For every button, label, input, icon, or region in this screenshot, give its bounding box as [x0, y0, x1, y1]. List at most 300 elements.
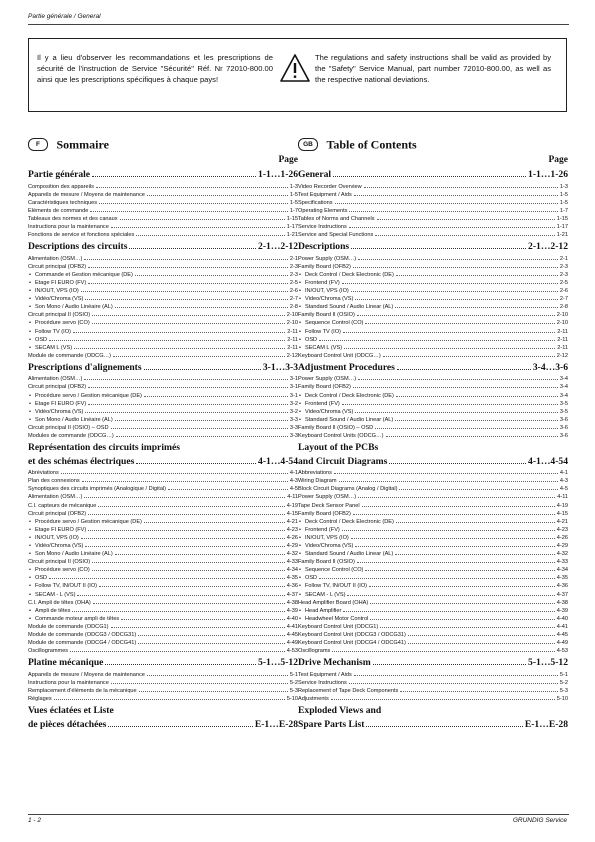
toc-entry-label: • Vidéo/Chroma (VS) [28, 408, 83, 416]
toc-entry-label: • Etage FI EURO (FV) [28, 400, 86, 408]
lang-badge-fr: F [28, 138, 48, 151]
dot-leader [139, 691, 288, 692]
toc-entry-page: 4-40 [286, 615, 298, 622]
toc-entry-page: 4-1 [289, 470, 298, 477]
section-title [298, 719, 568, 731]
section-title [298, 241, 568, 253]
toc-entry-label: Circuit principal (OFB2) [28, 510, 87, 517]
toc-entry-label: Tables of Norms and Channels [298, 215, 375, 222]
dot-leader [136, 463, 256, 464]
dot-leader [49, 578, 285, 579]
toc-entry [298, 542, 568, 550]
toc-entry-page: 1-21 [556, 232, 568, 239]
toc-entry [28, 432, 298, 440]
toc-entry-page: 2-11 [557, 336, 568, 343]
dot-leader [370, 619, 554, 620]
toc-entry-label: Family Board (OFB2) [298, 384, 351, 391]
header-divider [28, 24, 569, 25]
section-title-line1: Layout of the PCBs [298, 442, 379, 454]
toc-entry-label: • SECAM - L (VS) [298, 591, 345, 599]
toc-entry-page: 4-37 [286, 591, 298, 598]
toc-entry-page: 1-15 [556, 215, 568, 222]
toc-entry-page: 4-41 [286, 623, 298, 630]
toc-entry [298, 591, 568, 599]
dot-leader [357, 562, 555, 563]
dot-leader [85, 546, 284, 547]
dot-leader [353, 267, 558, 268]
toc-entry-page: 3-6 [559, 433, 568, 440]
toc-entry-page: 4-53 [286, 648, 298, 655]
dot-leader [135, 275, 288, 276]
toc-entry-label: Service and Special Functions [298, 232, 374, 239]
toc-entry-page: 4-23 [556, 526, 568, 533]
warning-text-en: The regulations and safety instructions shall be valid as provided by the "Safety" Service Manual, part number 72010-800.00, as well as the respective national deviations. [315, 53, 551, 84]
dot-leader [77, 595, 284, 596]
toc-entry-label: • IN/OUT, VPS (IO) [28, 287, 79, 295]
toc-entry [28, 263, 298, 271]
dot-leader [72, 611, 284, 612]
toc-entry-page: 2-10 [556, 320, 568, 327]
section-title-text: Descriptions [298, 241, 350, 253]
toc-entry [28, 526, 298, 534]
toc-entry [28, 191, 298, 199]
section-page-range: E-1…E-28 [524, 718, 568, 730]
toc-entry-page: 5-10 [286, 696, 298, 703]
toc-entry-page: 5-2 [289, 679, 298, 686]
toc-entry [28, 647, 298, 655]
safety-warning-box [28, 38, 567, 112]
toc-entry [298, 502, 568, 510]
dot-leader [136, 235, 284, 236]
toc-entry-page: 2-8 [559, 304, 568, 311]
dot-leader [88, 267, 288, 268]
toc-entry [298, 582, 568, 590]
toc-entry [28, 607, 298, 615]
toc-entry [28, 493, 298, 501]
dot-leader [383, 356, 555, 357]
dot-leader [120, 219, 285, 220]
toc-entry-label: • Frontend (FV) [298, 279, 340, 287]
toc-entry-label: Appareils de mesure / Moyens de maintenance [28, 671, 145, 678]
toc-entry-label: • Deck Control / Deck Electronic (DE) [298, 271, 394, 279]
toc-entry-label: Caractéristiques techniques [28, 199, 98, 206]
toc-entry-page: 3-1 [289, 392, 298, 399]
toc-entry-page: 4-34 [556, 567, 568, 574]
toc-entry-page: 1-21 [286, 232, 298, 239]
toc-entry-label: Alimentation (OSM…) [28, 376, 83, 383]
dot-leader [364, 187, 558, 188]
section-page-range: 1-1…1-26 [528, 169, 568, 180]
toc-entry-label: Oscillograms [298, 648, 331, 655]
toc-entry-page: 3-3 [289, 416, 298, 423]
toc-entry [298, 671, 568, 679]
toc-entry-label: Video Recorder Overview [298, 183, 362, 190]
dot-leader [111, 227, 285, 228]
toc-entry-page: 4-45 [556, 632, 568, 638]
toc-entry-label: • Etage FI EURO (FV) [28, 279, 86, 287]
dot-leader [334, 473, 558, 474]
toc-entry-page: 4-45 [286, 632, 298, 638]
toc-entry [298, 183, 568, 191]
section-title-text: Platine mécanique [28, 657, 104, 669]
toc-entry-page: 5-10 [556, 696, 568, 703]
toc-entry-page: 2-1 [559, 255, 568, 262]
toc-entry-page: 1-3 [289, 183, 298, 190]
toc-entry [298, 623, 568, 631]
toc-entry-page: 4-53 [556, 648, 568, 655]
toc-entry [28, 558, 298, 566]
toc-entry [298, 303, 568, 311]
toc-entry-page: 4-15 [286, 510, 298, 517]
toc-entry [28, 408, 298, 416]
dot-leader [115, 307, 288, 308]
toc-entry-page: 3-4 [559, 376, 568, 383]
page-column-label: Page [278, 155, 298, 165]
toc-entry-page: 4-1 [559, 470, 568, 477]
toc-entry-page: 2-6 [289, 288, 298, 295]
toc-entry-page: 2-7 [289, 296, 298, 303]
toc-entry-page: 2-1 [289, 255, 298, 262]
toc-entry-page: 4-32 [286, 551, 298, 558]
toc-entry-label: • Sequence Control (CO) [298, 319, 363, 327]
dot-leader [138, 643, 285, 644]
toc-entry-label: • Commande et Gestion mécanique (DE) [28, 271, 133, 279]
dot-leader [144, 396, 288, 397]
toc-entry-page: 4-5 [289, 486, 298, 493]
toc-entry-page: 4-23 [286, 526, 298, 533]
toc-entry-page: 1-7 [559, 207, 568, 214]
toc-entry [298, 375, 568, 383]
toc-entry [28, 485, 298, 493]
toc-section [28, 362, 298, 440]
toc-entry-label: Keyboard Control Unit (ODCG4 / ODCG41) [298, 640, 406, 647]
toc-entry-page: 4-39 [286, 607, 298, 614]
toc-entry-page: 3-6 [559, 416, 568, 423]
toc-entry-page: 2-11 [557, 344, 568, 351]
toc-entry-label: • Deck Control / Deck Electronic (DE) [298, 518, 394, 526]
toc-entry-label: Remplacement d'éléments de la mécanique [28, 687, 137, 694]
toc-entry-label: Eléments de commande [28, 207, 89, 214]
dot-leader [389, 463, 526, 464]
dot-leader [333, 176, 526, 177]
dot-leader [115, 420, 288, 421]
toc-entry [28, 542, 298, 550]
section-title [298, 657, 568, 669]
dot-leader [121, 619, 285, 620]
toc-entry-page: 2-11 [287, 336, 298, 343]
dot-leader [88, 514, 285, 515]
toc-french-sections [28, 169, 298, 730]
section-page-range: 5-1…5-12 [258, 657, 298, 669]
toc-section [298, 705, 568, 730]
toc-entry-page: 4-21 [556, 518, 568, 525]
toc-entry [298, 550, 568, 558]
toc-entry [298, 534, 568, 542]
toc-entry-page: 4-35 [286, 575, 298, 582]
toc-entry [298, 287, 568, 295]
toc-section [298, 241, 568, 360]
dot-leader [84, 379, 288, 380]
toc-entry-label: C.I. Ampli de têtes (OHA) [28, 599, 91, 606]
toc-entry-page: 2-3 [289, 271, 298, 278]
dot-leader [92, 315, 285, 316]
toc-entry-page: 4-21 [286, 518, 298, 525]
toc-entry-page: 4-26 [286, 534, 298, 541]
toc-entry [28, 518, 298, 526]
dot-leader [88, 404, 288, 405]
toc-entry-page: 3-3 [289, 424, 298, 431]
toc-entry [298, 615, 568, 623]
toc-entry [28, 566, 298, 574]
dot-leader [369, 586, 555, 587]
toc-entry-label: • Vidéo/Chroma (VS) [28, 295, 83, 303]
dot-leader [375, 428, 558, 429]
toc-entry-label: Module de commande (ODCG3 / ODCG31) [28, 632, 137, 638]
section-title [298, 169, 568, 181]
dot-leader [355, 299, 558, 300]
dot-leader [397, 369, 531, 370]
toc-entry-label: • Ampli de têtes [28, 607, 70, 615]
toc-entry-page: 1-5 [289, 191, 298, 198]
toc-entry-label: Wiring Diagram [298, 478, 337, 485]
toc-entry [298, 344, 568, 352]
dot-leader [395, 420, 558, 421]
dot-leader [49, 340, 285, 341]
toc-entry-page: 2-11 [287, 328, 298, 335]
toc-entry-label: Circuit principal (OFB2) [28, 263, 87, 270]
dot-leader [129, 248, 256, 249]
toc-entry-page: 4-32 [556, 551, 568, 558]
dot-leader [357, 315, 555, 316]
toc-entry [298, 223, 568, 231]
toc-entry-label: • Follow TV (IO) [298, 328, 341, 336]
toc-entry-page: 5-2 [559, 679, 568, 686]
section-title-text: Partie générale [28, 169, 91, 180]
dot-leader [408, 635, 555, 636]
toc-entry-label: • Follow TV, IN/OUT II (IO) [28, 582, 97, 590]
toc-entry-page: 4-35 [556, 575, 568, 582]
dot-leader [349, 683, 558, 684]
toc-entry-label: • Headwheel Motor Control [298, 615, 368, 623]
toc-entry [28, 231, 298, 239]
dot-leader [355, 412, 558, 413]
toc-entry-page: 1-5 [559, 191, 568, 198]
toc-entry-label: Keyboard Control Unit (ODCG3 / ODCG31) [298, 632, 406, 638]
section-page-range: 4-1…4-54 [258, 455, 298, 467]
dot-leader [365, 570, 554, 571]
toc-entry-label: Family Board (OFB2) [298, 263, 351, 270]
toc-entry [28, 534, 298, 542]
toc-entry [298, 639, 568, 647]
toc-entry-label: Modules de commande (ODCG…) [28, 433, 114, 440]
dot-leader [144, 369, 261, 370]
section-title [28, 241, 298, 253]
toc-entry [28, 199, 298, 207]
footer-divider [28, 814, 569, 815]
dot-leader [370, 603, 555, 604]
toc-entry-label: Family Board II (OSIO) [298, 312, 355, 319]
toc-entry [298, 510, 568, 518]
dot-leader [400, 691, 558, 692]
toc-entry-label: Test Equipment / Aids [298, 191, 352, 198]
toc-entry-page: 3-5 [559, 400, 568, 407]
toc-entry [28, 295, 298, 303]
toc-section [28, 705, 298, 730]
dot-leader [82, 481, 288, 482]
toc-entry [28, 550, 298, 558]
dot-leader [111, 683, 288, 684]
dot-leader [319, 340, 555, 341]
toc-entry [298, 566, 568, 574]
toc-entry-label: Instructions pour la maintenance [28, 679, 109, 686]
toc-french-title: Sommaire [56, 137, 109, 152]
toc-entry-label: • Follow TV, IN/OUT II (IO) [298, 582, 367, 590]
toc-entry [298, 392, 568, 400]
toc-entry [298, 469, 568, 477]
toc-entry-page: 3-4 [559, 384, 568, 391]
dot-leader [92, 176, 256, 177]
toc-entry-label: Service Instructions [298, 223, 347, 230]
toc-entry-page: 5-3 [559, 687, 568, 694]
toc-entry [298, 687, 568, 695]
toc-entry-page: 2-5 [289, 279, 298, 286]
dot-leader [386, 436, 558, 437]
dot-leader [399, 489, 557, 490]
toc-entry-label: • Procédure servo (CO) [28, 319, 90, 327]
toc-entry-label: Tableaux des normes et des canaux [28, 215, 118, 222]
toc-entry-label: Service Instructions [298, 679, 347, 686]
toc-entry [28, 615, 298, 623]
dot-leader [351, 538, 555, 539]
dot-leader [351, 291, 558, 292]
warning-triangle-icon [279, 53, 311, 83]
toc-entry [298, 279, 568, 287]
section-page-range: E-1…E-28 [254, 718, 298, 730]
toc-entry [28, 336, 298, 344]
toc-entry-page: 3-2 [289, 400, 298, 407]
dot-leader [349, 227, 555, 228]
toc-entry [298, 518, 568, 526]
dot-leader [115, 554, 285, 555]
toc-entry-label: • Head Amplifier [298, 607, 341, 615]
dot-leader [395, 554, 555, 555]
toc-section [298, 442, 568, 655]
toc-entry-label: • OSD [28, 574, 47, 582]
toc-entry-page: 3-6 [559, 424, 568, 431]
toc-entry [28, 328, 298, 336]
toc-entry [28, 392, 298, 400]
toc-entry-page: 4-38 [286, 599, 298, 606]
toc-entry-label: • OSD [298, 336, 317, 344]
dot-leader [85, 299, 288, 300]
section-title [28, 456, 298, 468]
toc-entry-label: Fonctions de service et fonctions spéciales [28, 232, 135, 239]
toc-entry-label: Circuit principal II (OSIO) [28, 312, 91, 319]
toc-entry-label: • IN/OUT, VPS (IO) [298, 287, 349, 295]
dot-leader [88, 283, 288, 284]
toc-entry-label: Power Supply (OSM…) [298, 376, 357, 383]
toc-entry-page: 5-1 [559, 671, 568, 678]
toc-entry-label: Module de commande (ODCG…) [28, 352, 112, 359]
lang-badge-gb: GB [298, 138, 318, 151]
dot-leader [358, 259, 558, 260]
toc-entry [298, 574, 568, 582]
toc-entry [28, 477, 298, 485]
toc-entry-label: Appareils de mesure / Moyens de maintenance [28, 191, 145, 198]
section-title-line1: Représentation des circuits imprimés [28, 442, 180, 454]
toc-entry [28, 671, 298, 679]
toc-entry [28, 223, 298, 231]
toc-entry-label: • Standard Sound / Audio Linear (AL) [298, 303, 393, 311]
toc-entry-label: Synoptiques des circuits imprimés (Analogique / Digital) [28, 486, 167, 493]
toc-entry-label: Adjustments [298, 696, 329, 703]
toc-entry-page: 3-2 [289, 408, 298, 415]
dot-leader [344, 348, 555, 349]
toc-entry-page: 2-11 [557, 328, 568, 335]
dot-leader [92, 323, 285, 324]
dot-leader [365, 323, 554, 324]
dot-leader [113, 356, 285, 357]
dot-leader [355, 546, 554, 547]
dot-leader [396, 522, 555, 523]
toc-entry-page: 2-12 [556, 352, 568, 359]
toc-entry-label: Circuit principal II (OSIO) – OSD [28, 424, 109, 431]
dot-leader [396, 396, 558, 397]
toc-entry-page: 4-15 [556, 510, 568, 517]
dot-leader [343, 611, 554, 612]
toc-entry [28, 344, 298, 352]
toc-entry-label: • OSD [298, 574, 317, 582]
toc-english-sections [298, 169, 568, 730]
dot-leader [395, 307, 558, 308]
toc-entry-page: 4-41 [556, 623, 568, 630]
toc-entry [28, 639, 298, 647]
dot-leader [353, 387, 558, 388]
dot-leader [343, 332, 555, 333]
toc-entry-label: Instructions pour la maintenance [28, 223, 109, 230]
toc-entry-label: Circuit principal (OFB2) [28, 384, 87, 391]
toc-entry-page: 1-7 [289, 207, 298, 214]
toc-entry [298, 352, 568, 360]
toc-entry-label: Test Equipment / Aids [298, 671, 352, 678]
toc-entry-page: 2-10 [286, 320, 298, 327]
toc-entry [28, 510, 298, 518]
dot-leader [61, 473, 288, 474]
toc-entry [298, 485, 568, 493]
toc-entry [298, 319, 568, 327]
toc-entry [298, 695, 568, 703]
toc-entry-page: 1-15 [286, 215, 298, 222]
toc-entry [298, 599, 568, 607]
toc-entry-label: Family Board II (OSIO) [298, 559, 355, 566]
toc-entry [298, 526, 568, 534]
toc-entry-label: • Procédure servo (CO) [28, 566, 90, 574]
section-title [28, 657, 298, 669]
toc-entry-label: Family Board II (OSIO) – OSD [298, 424, 374, 431]
section-title-text: General [298, 169, 332, 180]
dot-leader [108, 726, 252, 727]
toc-english-title: Table of Contents [326, 137, 417, 152]
toc-entry [298, 191, 568, 199]
dot-leader [362, 506, 555, 507]
toc-entry-label: Power Supply (OSM…) [298, 494, 357, 501]
toc-entry [28, 303, 298, 311]
toc-entry [28, 424, 298, 432]
toc-entry [298, 647, 568, 655]
toc-entry [28, 279, 298, 287]
toc-entry [28, 207, 298, 215]
toc-entry-page: 4-29 [286, 542, 298, 549]
